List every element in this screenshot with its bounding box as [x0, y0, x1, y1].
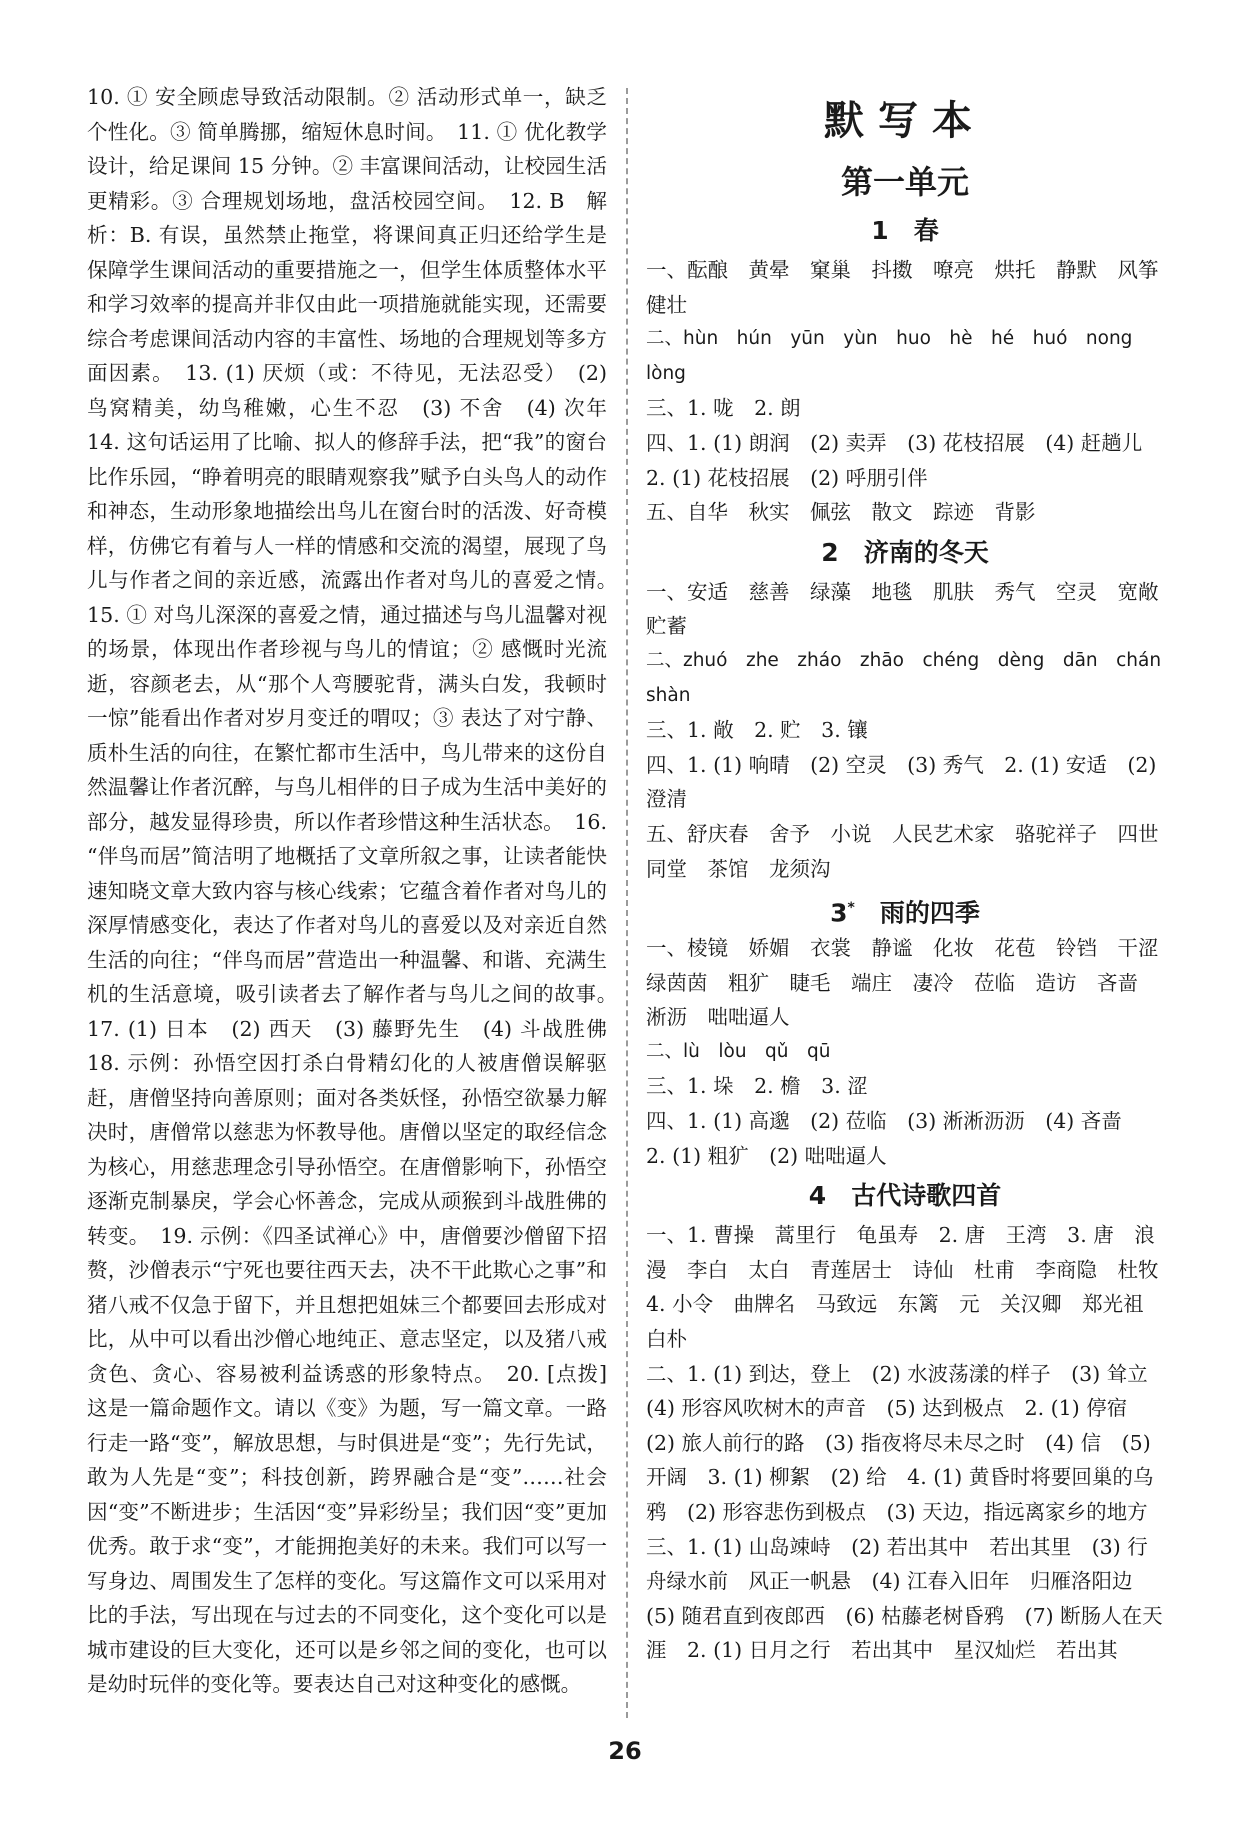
- lesson-4: [646, 1173, 1179, 1668]
- lesson-line: 四、1. (1) 响晴 (2) 空灵 (3) 秀气 2. (1) 安适 (2) 澄清: [646, 752, 1157, 812]
- page-number: 26: [608, 1737, 642, 1765]
- lesson-3: [646, 886, 1179, 1173]
- lesson-line: 三、1. 垛 2. 檐 3. 涩: [646, 1074, 868, 1099]
- lesson-line: 2. (1) 花枝招展 (2) 呼朋引伴: [646, 465, 928, 490]
- lesson-line: 三、1. (1) 山岛竦峙 (2) 若出其中 若出其里 (3) 行舟绿水前 风正一帆悬 (4) 江春入旧年 归雁洛阳边 (5) 随君直到夜郎西 (6) 枯藤老树昏鸦 (7) 断肠人在天涯 2. (1) 日月之行 若出其中 星汉灿烂 若出其: [646, 1534, 1163, 1663]
- lesson-line: 三、1. 咙 2. 朗: [646, 396, 801, 421]
- lesson-line-pinyin: 二、lù lòu qǔ qū: [646, 1040, 831, 1062]
- unit-title: 第一单元: [840, 163, 969, 201]
- lesson-line: 五、自华 秋实 佩弦 散文 踪迹 背影: [646, 500, 1036, 525]
- lesson-line: 四、1. (1) 朗润 (2) 卖弄 (3) 花枝招展 (4) 赶趟儿: [646, 430, 1143, 455]
- lesson-name: 雨的四季: [854, 898, 980, 928]
- lesson-line: 2. (1) 粗犷 (2) 咄咄逼人: [646, 1143, 887, 1168]
- answers-left-column: [87, 80, 628, 1702]
- lesson-line-pinyin: 二、zhuó zhe zháo zhāo chéng dèng dān chán shàn: [646, 649, 1180, 706]
- lesson-line: 一、棱镜 娇媚 衣裳 静谧 化妆 花苞 铃铛 干涩 绿茵茵 粗犷 睫毛 端庄 凄冷 莅临 造访 吝啬 淅沥 咄咄逼人: [646, 936, 1179, 1030]
- lesson-line-pinyin: 二、hùn hún yūn yùn huo hè hé huó nong lòng: [646, 328, 1151, 384]
- lesson-number: 3: [830, 898, 848, 928]
- lesson-line: 五、舒庆春 舍予 小说 人民艺术家 骆驼祥子 四世同堂 茶馆 龙须沟: [646, 821, 1159, 881]
- dictation-right-column: [646, 80, 1180, 1668]
- optional-mark: *: [847, 900, 855, 917]
- lesson-line: 三、1. 敞 2. 贮 3. 镶: [646, 718, 868, 743]
- lesson-1: [646, 208, 1179, 530]
- lesson-title: [646, 886, 1164, 931]
- lesson-title: 2 济南的冬天: [821, 537, 989, 567]
- lesson-line: 二、1. (1) 到达，登上 (2) 水波荡漾的样子 (3) 耸立 (4) 形容风吹树木的声音 (5) 达到极点 2. (1) 停宿 (2) 旅人前行的路 (3) 指夜将尽未尽之时 (4) 信 (5) 开阔 3. (1) 柳絮 (2) 给 4. (1) 黄昏时将要回巢的乌鸦 (2) 形容悲伤到极点 (3) 天边，指远离家乡的地方: [646, 1361, 1169, 1524]
- lesson-line: 四、1. (1) 高邈 (2) 莅临 (3) 淅淅沥沥 (4) 吝啬: [646, 1109, 1122, 1134]
- lesson-line: 一、酝酿 黄晕 窠巢 抖擞 嘹亮 烘托 静默 风筝 健壮: [646, 258, 1179, 317]
- column-divider: [626, 88, 628, 1718]
- lesson-line: 一、安适 慈善 绿藻 地毯 肌肤 秀气 空灵 宽敞 贮蓄: [646, 579, 1179, 639]
- lesson-title: 4 古代诗歌四首: [808, 1181, 1002, 1211]
- lesson-title: 1 春: [871, 216, 939, 245]
- lesson-line: 一、1. 曹操 蒿里行 龟虽寿 2. 唐 王湾 3. 唐 浪漫 李白 太白 青莲居士 诗仙 杜甫 李商隐 杜牧 4. 小令 曲牌名 马致远 东篱 元 关汉卿 郑光祖 白朴: [646, 1223, 1179, 1352]
- lesson-2: [646, 530, 1180, 886]
- main-title: 默写本: [824, 98, 986, 144]
- answer-paragraph: 10. ① 安全顾虑导致活动限制。② 活动形式单一，缺乏个性化。③ 简单腾挪，缩短休息时间。 11. ① 优化教学设计，给足课间 15 分钟。② 丰富课间活动，让校园生活更精彩。③ 合理规划场地，盘活校园空间。 12. B 解析：B. 有误，虽然禁止拖堂，将课间真正归还给学生是保障学生课间活动的重要措施之一，但学生体质整体水平和学习效率的提高并非仅由此一项措施就能实现，还需要综合考虑课间活动内容的丰富性、场地的合理规划等多方面因素。 13. (1) 厌烦（或：不待见，无法忍受） (2) 鸟窝精美，幼鸟稚嫩，心生不忍 (3) 不舍 (4) 次年 14. 这句话运用了比喻、拟人的修辞手法，把“我”的窗台比作乐园，“睁着明亮的眼睛观察我”赋予白头鸟人的动作和神态，生动形象地描绘出鸟儿在窗台时的活泼、好奇模样，仿佛它有着与人一样的情感和交流的渴望，展现了鸟儿与作者之间的亲近感，流露出作者对鸟儿的喜爱之情。 15. ① 对鸟儿深深的喜爱之情，通过描述与鸟儿温馨对视的场景，体现出作者珍视与鸟儿的情谊；② 感慨时光流逝，容颜老去，从“那个人弯腰驼背，满头白发，我顿时一惊”能看出作者对岁月变迁的喟叹；③ 表达了对宁静、质朴生活的向往，在繁忙都市生活中，鸟儿带来的这份自然温馨让作者沉醉，与鸟儿相伴的日子成为生活中美好的部分，越发显得珍贵，所以作者珍惜这种生活状态。 16. “伴鸟而居”简洁明了地概括了文章所叙之事，让读者能快速知晓文章大致内容与核心线索；它蕴含着作者对鸟儿的深厚情感变化，表达了作者对鸟儿的喜爱以及对亲近自然生活的向往；“伴鸟而居”营造出一种温馨、和谐、充满生机的生活意境，吸引读者去了解作者与鸟儿之间的故事。 17. (1) 日本 (2) 西天 (3) 藤野先生 (4) 斗战胜佛 18. 示例：孙悟空因打杀白骨精幻化的人被唐僧误解驱赶，唐僧坚持向善原则；面对各类妖怪，孙悟空欲暴力解决时，唐僧常以慈悲为怀教导他。唐僧以坚定的取经信念为核心，用慈悲理念引导孙悟空。在唐僧影响下，孙悟空逐渐克制暴戾，学会心怀善念，完成从顽猴到斗战胜佛的转变。 19. 示例：《四圣试禅心》中，唐僧要沙僧留下招赘，沙僧表示“宁死也要往西天去，决不干此欺心之事”和猪八戒不仅急于留下，并且想把姐妹三个都要回去形成对比，从中可以看出沙僧心地纯正、意志坚定，以及猪八戒贪色、贪心、容易被利益诱惑的形象特点。 20. [点拨] 这是一篇命题作文。请以《变》为题，写一篇文章。一路行走一路“变”，解放思想，与时俱进是“变”；先行先试，敢为人先是“变”；科技创新，跨界融合是“变”……社会因“变”不断进步；生活因“变”异彩纷呈；我们因“变”更加优秀。敢于求“变”，才能拥抱美好的未来。我们可以写一写身边、周围发生了怎样的变化。写这篇作文可以采用对比的手法，写出现在与过去的不同变化，这个变化可以是城市建设的巨大变化，还可以是乡邻之间的变化，也可以是幼时玩伴的变化等。要表达自己对这种变化的感慨。: [87, 85, 628, 1696]
